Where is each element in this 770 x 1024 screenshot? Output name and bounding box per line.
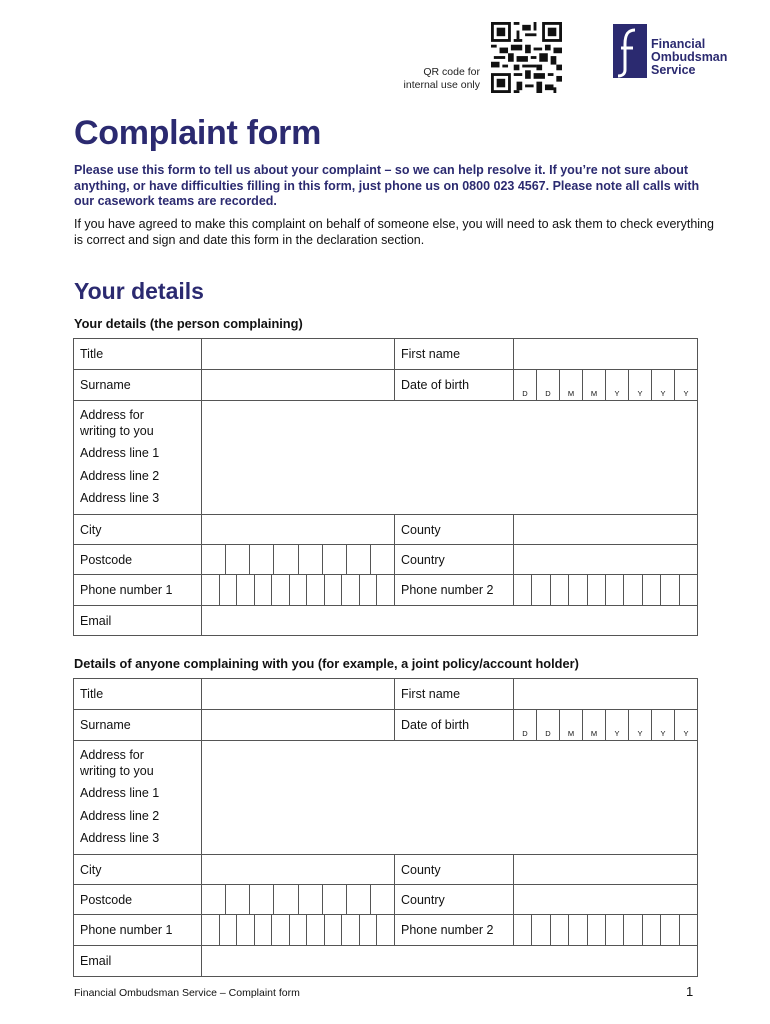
postcode-input[interactable] [202,885,395,914]
fos-logo-icon [613,24,647,78]
title-row [74,679,698,710]
dob-box[interactable]: D [514,710,537,740]
char-box[interactable] [569,575,587,605]
char-box[interactable] [307,575,325,605]
char-box[interactable] [272,575,290,605]
char-box[interactable] [377,575,394,605]
char-box[interactable] [307,915,325,945]
char-box[interactable] [226,545,250,574]
char-box[interactable] [377,915,394,945]
title-label: Title [74,339,202,369]
char-box[interactable] [371,545,394,574]
dob-box[interactable]: D [514,370,537,400]
char-box[interactable] [255,575,273,605]
title-input[interactable] [202,339,395,369]
postcode-label: Postcode [74,885,202,914]
char-box[interactable] [514,915,532,945]
dob-box[interactable]: M [583,710,606,740]
city-row [74,855,698,885]
phone-row [74,915,698,946]
char-box[interactable] [220,915,238,945]
char-box[interactable] [551,915,569,945]
char-box[interactable] [299,545,323,574]
county-input[interactable] [514,515,698,544]
country-label: Country [395,885,514,914]
address-label: Address for writing to you Address line 1 Address line 2 Address line 3 [74,401,202,514]
county-label: County [395,515,514,544]
dob-box[interactable]: Y [606,710,629,740]
char-box[interactable] [250,545,274,574]
email-input[interactable] [202,606,698,635]
city-row [74,515,698,545]
char-box[interactable] [680,915,697,945]
char-box[interactable] [606,915,624,945]
char-box[interactable] [680,575,697,605]
dob-box[interactable]: D [537,710,560,740]
subsection-heading: Your details (the person complaining) [74,316,303,331]
address-input[interactable] [202,741,698,854]
title-label: Title [74,679,202,709]
dob-input[interactable] [514,710,698,740]
phone2-input[interactable] [514,575,698,605]
intro-plain: If you have agreed to make this complaint on behalf of someone else, you will need to ask them to check everything is correct and sign and date this form in the declaration section. [74,217,714,247]
char-box[interactable] [532,575,550,605]
phone1-label: Phone number 1 [74,915,202,945]
char-box[interactable] [661,575,679,605]
dob-box[interactable]: Y [629,370,652,400]
surname-label: Surname [74,370,202,400]
char-box[interactable] [323,885,347,914]
phone1-label: Phone number 1 [74,575,202,605]
first-name-label: First name [395,679,514,709]
address-row [74,401,698,515]
char-box[interactable] [202,915,220,945]
email-row [74,606,698,636]
phone1-input[interactable] [202,915,395,945]
char-box[interactable] [347,545,371,574]
phone2-label: Phone number 2 [395,575,514,605]
footer-text: Financial Ombudsman Service – Complaint form [74,987,300,999]
city-label: City [74,515,202,544]
dob-box[interactable]: Y [606,370,629,400]
char-box[interactable] [624,575,642,605]
section-title: Your details [74,278,204,304]
first-name-label: First name [395,339,514,369]
char-box[interactable] [643,915,661,945]
dob-label: Date of birth [395,370,514,400]
char-box[interactable] [532,915,550,945]
dob-box[interactable]: Y [683,729,689,738]
city-input[interactable] [202,515,395,544]
char-box[interactable] [250,885,274,914]
char-box[interactable] [237,915,255,945]
dob-box[interactable]: M [583,370,606,400]
char-box[interactable] [220,575,238,605]
char-box[interactable] [360,575,378,605]
char-box[interactable] [290,575,308,605]
char-box[interactable] [606,575,624,605]
details-form-primary [73,338,698,636]
first-name-input[interactable] [514,339,698,369]
postcode-row [74,545,698,575]
char-box[interactable] [514,575,532,605]
county-input[interactable] [514,855,698,884]
char-box[interactable] [255,915,273,945]
char-box[interactable] [325,575,343,605]
address-row [74,741,698,855]
char-box[interactable] [371,885,394,914]
surname-label: Surname [74,710,202,740]
char-box[interactable] [342,915,360,945]
surname-row [74,370,698,401]
title-row [74,339,698,370]
dob-box[interactable]: M [560,710,583,740]
postcode-label: Postcode [74,545,202,574]
char-box[interactable] [661,915,679,945]
address-label: Address for writing to you Address line 1 Address line 2 Address line 3 [74,741,202,854]
page-title: Complaint form [74,114,322,152]
qr-caption: QR code for internal use only [403,66,480,91]
char-box[interactable] [325,915,343,945]
char-box[interactable] [226,885,250,914]
char-box[interactable] [624,915,642,945]
char-box[interactable] [347,885,371,914]
subsection-heading: Details of anyone complaining with you (for example, a joint policy/account holder) [74,656,579,671]
page-number: 1 [686,984,694,999]
phone2-input[interactable] [514,915,698,945]
char-box[interactable] [202,885,226,914]
char-box[interactable] [274,545,298,574]
dob-box[interactable]: Y [629,710,652,740]
surname-row [74,710,698,741]
intro-bold: Please use this form to tell us about your complaint – so we can help resolve it. If you’re not sure about anything, or have difficulties filling in this form, just phone us on 0800 023 4567. Please note all calls with our casework teams are recorded. [74,163,700,208]
char-box[interactable] [272,915,290,945]
email-label: Email [74,946,202,976]
county-label: County [395,855,514,884]
surname-input[interactable] [202,710,395,740]
phone2-label: Phone number 2 [395,915,514,945]
dob-box[interactable]: D [537,370,560,400]
title-input[interactable] [202,679,395,709]
char-box[interactable] [274,885,298,914]
char-box[interactable] [237,575,255,605]
address-input[interactable] [202,401,698,514]
char-box[interactable] [551,575,569,605]
country-input[interactable] [514,885,698,914]
surname-input[interactable] [202,370,395,400]
city-label: City [74,855,202,884]
email-input[interactable] [202,946,698,976]
char-box[interactable] [342,575,360,605]
dob-box[interactable]: M [560,370,583,400]
country-input[interactable] [514,545,698,574]
char-box[interactable] [202,575,220,605]
dob-box[interactable]: Y [683,389,689,398]
logo-text: Financial Ombudsman Service [651,37,728,77]
char-box[interactable] [202,545,226,574]
char-box[interactable] [323,545,347,574]
phone-row [74,575,698,606]
country-label: Country [395,545,514,574]
dob-box[interactable]: Y [652,370,675,400]
qr-code [491,22,562,93]
char-box[interactable] [290,915,308,945]
dob-label: Date of birth [395,710,514,740]
char-box[interactable] [643,575,661,605]
details-form-joint [73,678,698,977]
email-label: Email [74,606,202,635]
first-name-input[interactable] [514,679,698,709]
char-box[interactable] [588,915,606,945]
city-input[interactable] [202,855,395,884]
postcode-input[interactable] [202,545,395,574]
char-box[interactable] [299,885,323,914]
postcode-row [74,885,698,915]
char-box[interactable] [588,575,606,605]
phone1-input[interactable] [202,575,395,605]
char-box[interactable] [569,915,587,945]
dob-box[interactable]: Y [652,710,675,740]
char-box[interactable] [360,915,378,945]
dob-input[interactable] [514,370,698,400]
email-row [74,946,698,977]
